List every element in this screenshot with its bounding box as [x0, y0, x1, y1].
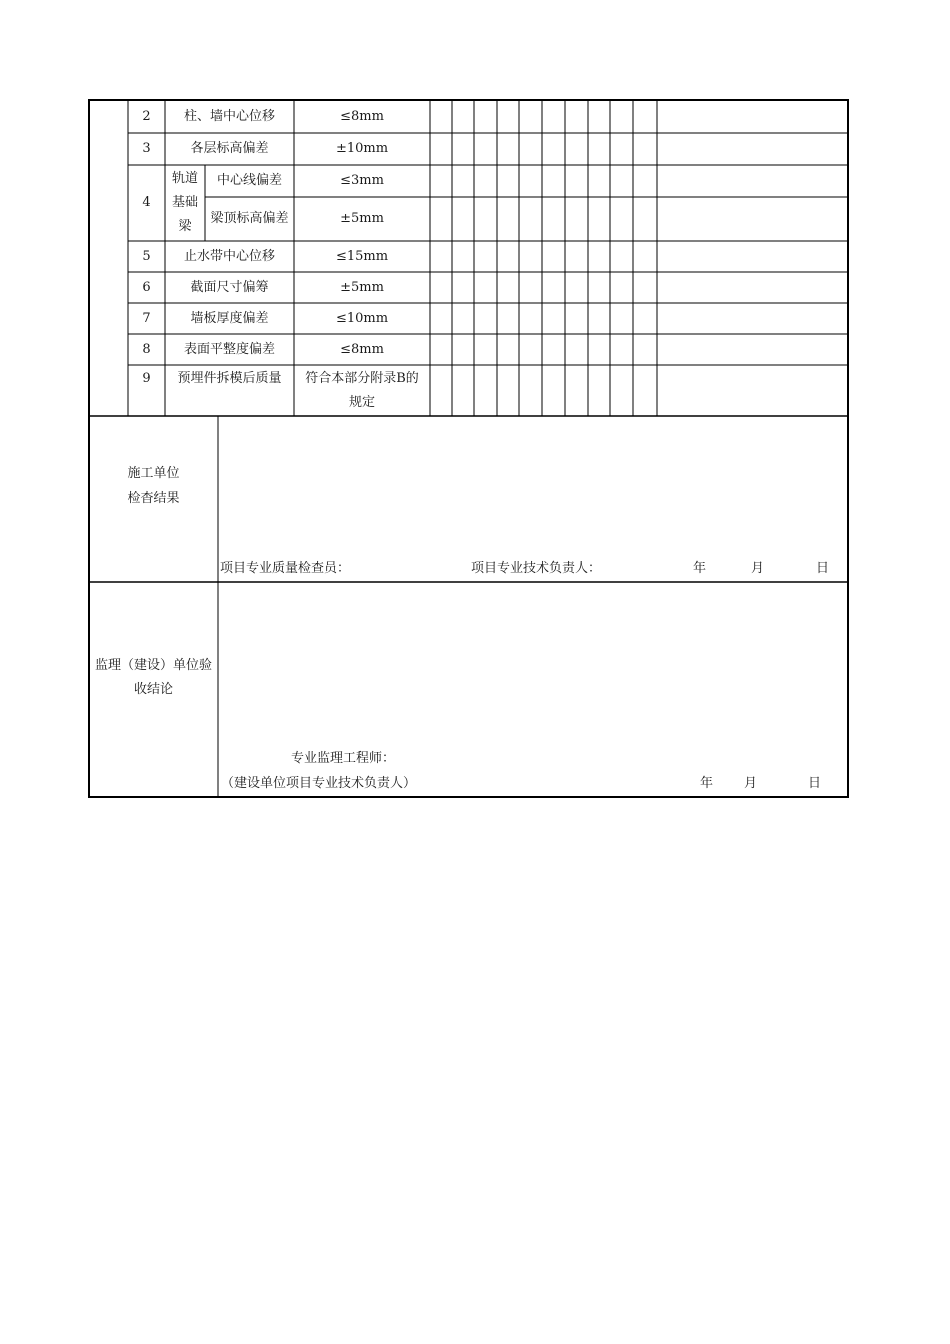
supervision-day: 日: [808, 776, 822, 791]
item-6-name: 截面尺寸偏筹: [190, 280, 269, 295]
item-4-group-line1: 轨道: [171, 171, 198, 186]
item-4-group-line2: 基础: [171, 195, 198, 210]
item-3-name: 各层标高偏差: [190, 141, 269, 156]
supervision-label-line2: 收结论: [133, 682, 173, 697]
item-4b-allow: ±5mm: [340, 211, 384, 226]
item-8-allow: ≤8mm: [340, 342, 384, 357]
item-2-no: 2: [142, 109, 151, 124]
supervision-month: 月: [744, 776, 758, 791]
tech-lead-label: 项目专业技术负责人：: [471, 561, 602, 576]
item-4a-name: 中心线偏差: [216, 173, 282, 188]
item-9-no: 9: [142, 371, 151, 386]
owner-tech-lead-label: （建设单位项目专业技术负责人）: [221, 776, 417, 791]
item-7-allow: ≤10mm: [335, 311, 389, 326]
item-4-group-line3: 梁: [178, 219, 192, 234]
item-9-allow-line2: 规定: [348, 395, 375, 410]
item-2-allow: ≤8mm: [340, 109, 384, 124]
supervision-year: 年: [700, 776, 714, 791]
construction-year: 年: [693, 561, 707, 576]
item-9-name: 预埋件拆模后质量: [177, 371, 282, 386]
supervising-engineer-label: 专业监理工程师：: [291, 751, 396, 766]
item-4-no: 4: [142, 195, 151, 210]
item-3-allow: ±10mm: [335, 141, 389, 156]
item-5-name: 止水带中心位移: [183, 249, 275, 264]
item-7-name: 墙板厚度偏差: [190, 311, 269, 326]
construction-label-line2: 检杳结果: [127, 491, 180, 506]
item-8-name: 表面平整度偏差: [183, 342, 275, 357]
construction-day: 日: [816, 561, 830, 576]
quality-inspector-label: 项目专业质量检查员：: [220, 561, 351, 576]
item-8-no: 8: [142, 342, 151, 357]
item-4a-allow: ≤3mm: [340, 173, 384, 188]
supervision-label-line1: 监理（建设）单位验: [94, 658, 212, 673]
item-4b-name: 梁顶标高偏差: [210, 211, 289, 226]
item-5-no: 5: [142, 249, 151, 264]
item-6-allow: ±5mm: [340, 280, 384, 295]
item-7-no: 7: [142, 311, 151, 326]
item-3-no: 3: [142, 141, 151, 156]
item-2-name: 柱、墙中心位移: [183, 109, 275, 124]
item-9-allow-line1: 符合本部分附录B的: [305, 371, 419, 386]
construction-month: 月: [751, 561, 765, 576]
item-6-no: 6: [142, 280, 151, 295]
item-5-allow: ≤15mm: [335, 249, 389, 264]
construction-label-line1: 施工单位: [127, 466, 180, 481]
